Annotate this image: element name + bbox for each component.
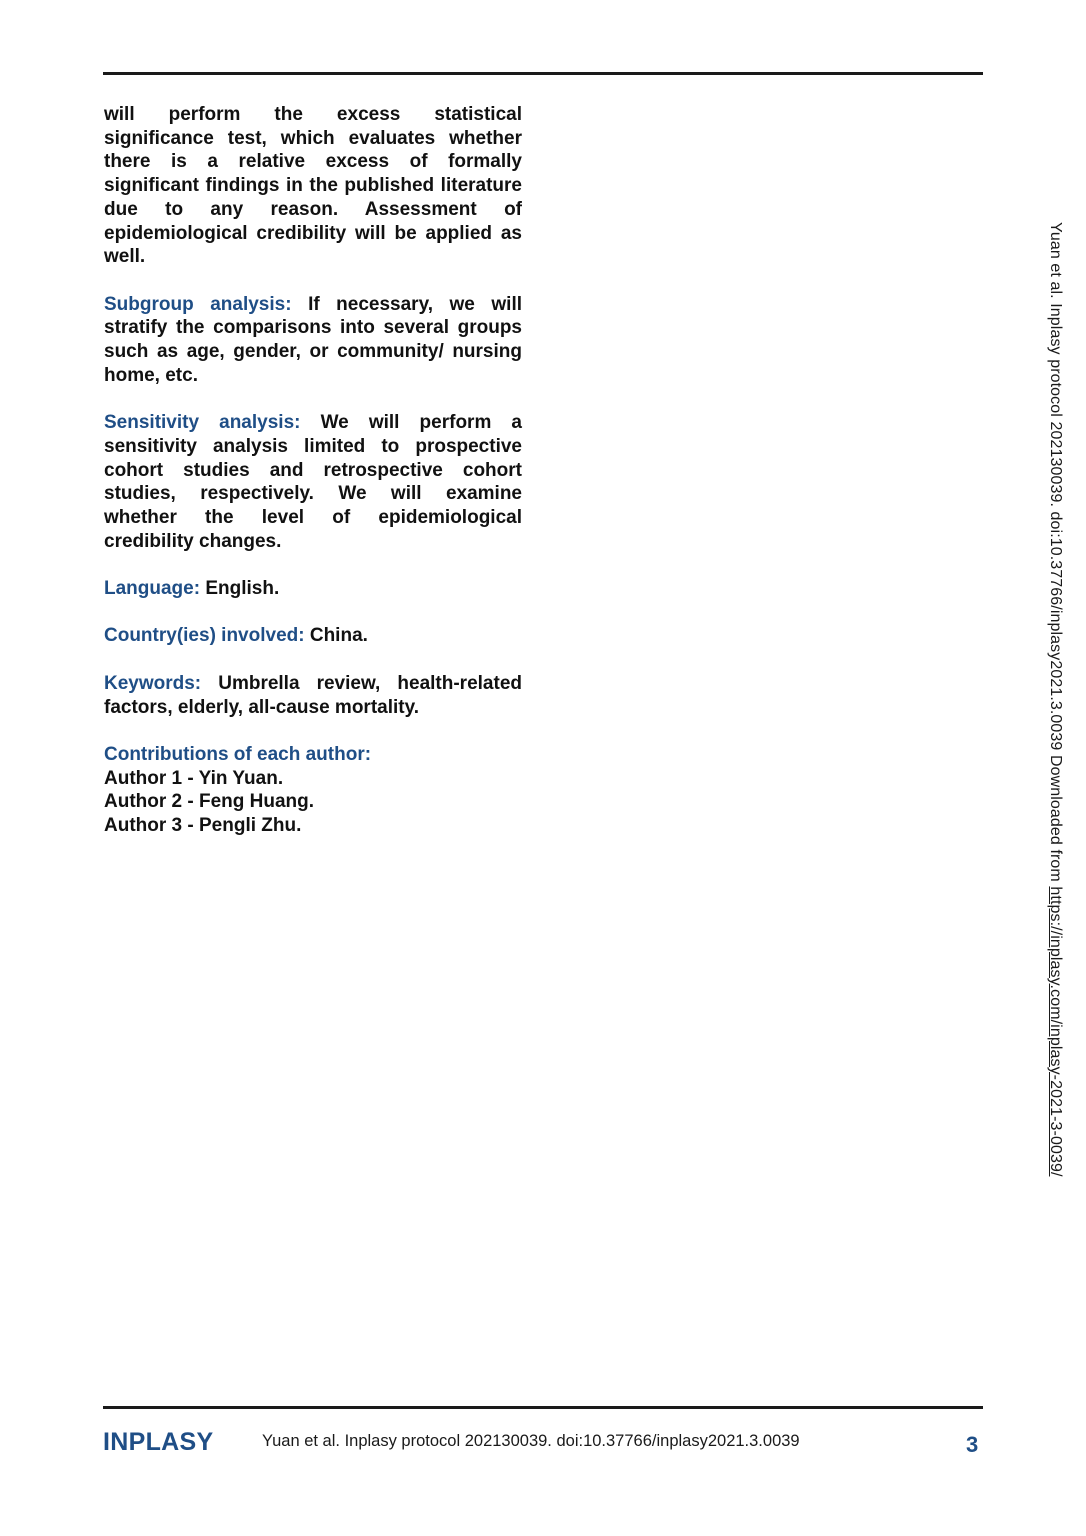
- main-column: [104, 103, 522, 861]
- paragraph-sensitivity-analysis: [104, 411, 522, 553]
- keywords-text: Umbrella review, health-related factors, elderly, all-cause mortality.: [104, 672, 522, 718]
- paragraph-contributions: [104, 743, 522, 838]
- contributions-label: Contributions of each author:: [104, 743, 372, 765]
- countries-text: China.: [309, 625, 368, 647]
- footer-citation: Yuan et al. Inplasy protocol 202130039. doi:10.37766/inplasy2021.3.0039: [262, 1432, 800, 1450]
- subgroup-analysis-label: Subgroup analysis:: [104, 293, 292, 315]
- sensitivity-analysis-label: Sensitivity analysis:: [104, 412, 301, 434]
- paragraph-countries: [104, 624, 522, 648]
- language-label: Language:: [104, 578, 201, 600]
- bottom-rule: [103, 1406, 983, 1409]
- paragraph-subgroup-analysis: [104, 293, 522, 388]
- author-line: Author 2 - Feng Huang.: [104, 791, 315, 813]
- page-number: 3: [966, 1432, 979, 1457]
- paragraph-language: [104, 577, 522, 601]
- side-note-text: Yuan et al. Inplasy protocol 202130039. doi:10.37766/inplasy2021.3.0039 Downloaded from: [1047, 222, 1064, 887]
- author-line: Author 1 - Yin Yuan.: [104, 767, 284, 789]
- side-download-note: [1046, 222, 1064, 1176]
- keywords-label: Keywords:: [104, 672, 202, 694]
- paragraph-keywords: [104, 672, 522, 719]
- paragraph-excess-significance: [104, 103, 522, 269]
- sensitivity-analysis-text: We will perform a sensitivity analysis limited to prospective cohort studies and retrospective cohort studies, respectively. We will examine whether the level of epidemiological credibility changes.: [104, 412, 522, 552]
- footer-brand-logo: INPLASY: [103, 1428, 214, 1456]
- top-rule: [103, 72, 983, 75]
- author-line: Author 3 - Pengli Zhu.: [104, 815, 302, 836]
- language-text: English.: [205, 578, 280, 600]
- countries-label: Country(ies) involved:: [104, 625, 305, 647]
- subgroup-analysis-text: If necessary, we will stratify the comparisons into several groups such as age, gender, or community/ nursing home, etc.: [104, 293, 522, 386]
- side-note-link[interactable]: https://inplasy.com/inplasy-2021-3-0039/: [1047, 886, 1064, 1177]
- excess-significance-text: will perform the excess statistical significance test, which evaluates whether there is a relative excess of formally significant findings in the published literature due to any reason. Assessment of epidemiological credibility will be applied as well.: [104, 104, 522, 268]
